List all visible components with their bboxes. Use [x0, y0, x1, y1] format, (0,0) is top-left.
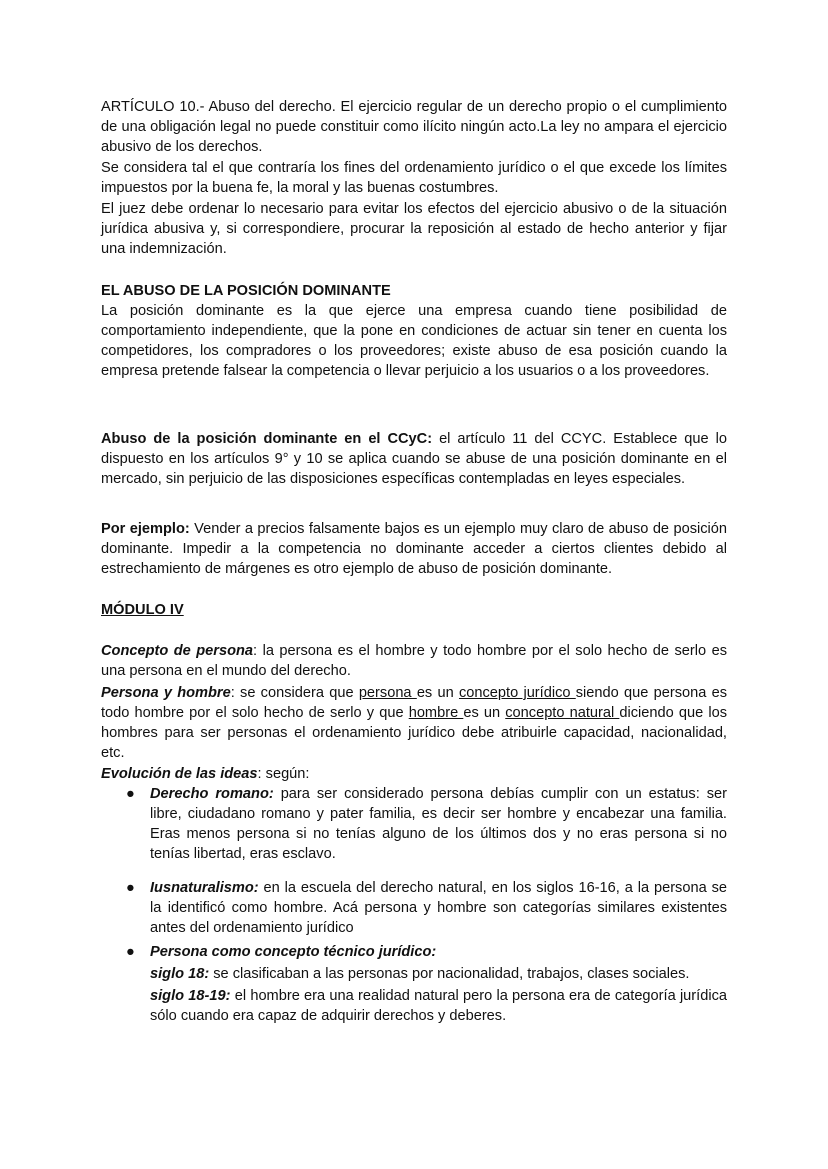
ccyc-label: Abuso de la posición dominante en el CCyC:: [101, 431, 433, 447]
example-paragraph: [101, 519, 727, 579]
underlined-term: concepto jurídico: [458, 685, 576, 701]
list-item: [126, 878, 727, 938]
text: es un: [416, 685, 459, 701]
sub-text: se clasificaban a las personas por nacionalidad, trabajos, clases sociales.: [209, 966, 690, 982]
example-label: Por ejemplo:: [101, 521, 190, 537]
evolution-label: Evolución de las ideas: [101, 766, 258, 782]
ccyc-text: el artículo 11 del CCYC. Establece que lo dispuesto en los artículos 9° y 10 se aplica cuando se abuse de una posición dominante en el mercado, sin perjuicio de las disposiciones específicas contempladas en leyes especiales.: [101, 431, 728, 487]
sub-text: el hombre era una realidad natural pero la persona era de categoría jurídica sólo cuando era capaz de adquirir derechos y deberes.: [150, 988, 727, 1024]
person-man-label: Persona y hombre: [101, 685, 231, 701]
item-label: Persona como concepto técnico jurídico:: [150, 944, 437, 960]
ccyc-paragraph: [101, 429, 727, 489]
example-text: Vender a precios falsamente bajos es un ejemplo muy claro de abuso de posición dominante. Impedir a la competencia no dominante acceder a ciertos clientes debido al estrechamiento de márgenes es otro ejemplo de abuso de posición dominante.: [101, 521, 728, 577]
underlined-term: persona: [358, 685, 417, 701]
concept-paragraph: [101, 641, 727, 681]
item-label: Derecho romano:: [150, 786, 274, 802]
sub-label: siglo 18:: [150, 966, 210, 982]
bullet-icon: ●: [126, 880, 135, 896]
underlined-term: concepto natural: [505, 705, 620, 721]
sub-item-siglo-18-19: [150, 986, 727, 1026]
bullet-icon: ●: [126, 944, 135, 960]
evolution-text: : según:: [257, 766, 310, 782]
section-heading-dominant-position: EL ABUSO DE LA POSICIÓN DOMINANTE: [101, 283, 391, 299]
sub-item-siglo-18: [150, 964, 727, 984]
dominant-position-paragraph: La posición dominante es la que ejerce una empresa cuando tiene posibilidad de comportamiento independiente, que la pone en condiciones de actuar sin tener en cuenta los competidores, los compradores o los proveedores; existe abuso de esa posición cuando la empresa pretende falsear la competencia o llevar perjuicio a los usuarios o a los proveedores.: [101, 303, 727, 379]
concept-text: : la persona es el hombre y todo hombre por el solo hecho de serlo es una persona en el mundo del derecho.: [101, 643, 728, 679]
concept-label: Concepto de persona: [101, 643, 254, 659]
list-item: [126, 784, 727, 864]
text: es un: [463, 705, 506, 721]
article-10-paragraph-2: Se considera tal el que contraría los fines del ordenamiento jurídico o el que excede los límites impuestos por la buena fe, la moral y las buenas costumbres.: [101, 160, 727, 196]
item-text: para ser considerado persona debías cumplir con un estatus: ser libre, ciudadano romano y pater familia, es decir ser hombre y encabezar una familia. Eras menos persona si no tenías alguno de los últimos dos y no eras persona si no tenías libertad, eras esclavo.: [150, 786, 727, 862]
module-heading: MÓDULO IV: [101, 602, 184, 618]
article-10-paragraph: ARTÍCULO 10.- Abuso del derecho. El ejercicio regular de un derecho propio o el cumplimiento de una obligación legal no puede constituir como ilícito ningún acto.La ley no ampara el ejercicio abusivo de los derechos.: [101, 99, 727, 155]
evolution-paragraph: [101, 764, 727, 784]
item-text: en la escuela del derecho natural, en los siglos 16-16, a la persona se la identificó como hombre. Acá persona y hombre son categorías similares existentes antes del ordenamiento jurídico: [150, 880, 727, 936]
text: diciendo que los hombres para ser personas el ordenamiento jurídico debe atribuirle capacidad, nacionalidad, etc.: [101, 705, 728, 761]
article-10-paragraph-3: El juez debe ordenar lo necesario para evitar los efectos del ejercicio abusivo o de la situación jurídica abusiva y, si correspondiere, procurar la reposición al estado de hecho anterior y fijar una indemnización.: [101, 201, 727, 257]
text: : se considera que: [230, 685, 359, 701]
sub-label: siglo 18-19:: [150, 988, 231, 1004]
person-man-paragraph: [101, 683, 727, 763]
list-item: [126, 942, 727, 1026]
underlined-term: hombre: [408, 705, 464, 721]
item-label: Iusnaturalismo:: [150, 880, 259, 896]
text: siendo que persona es todo hombre por el solo hecho de serlo y que: [101, 685, 727, 721]
bullet-icon: ●: [126, 786, 135, 802]
